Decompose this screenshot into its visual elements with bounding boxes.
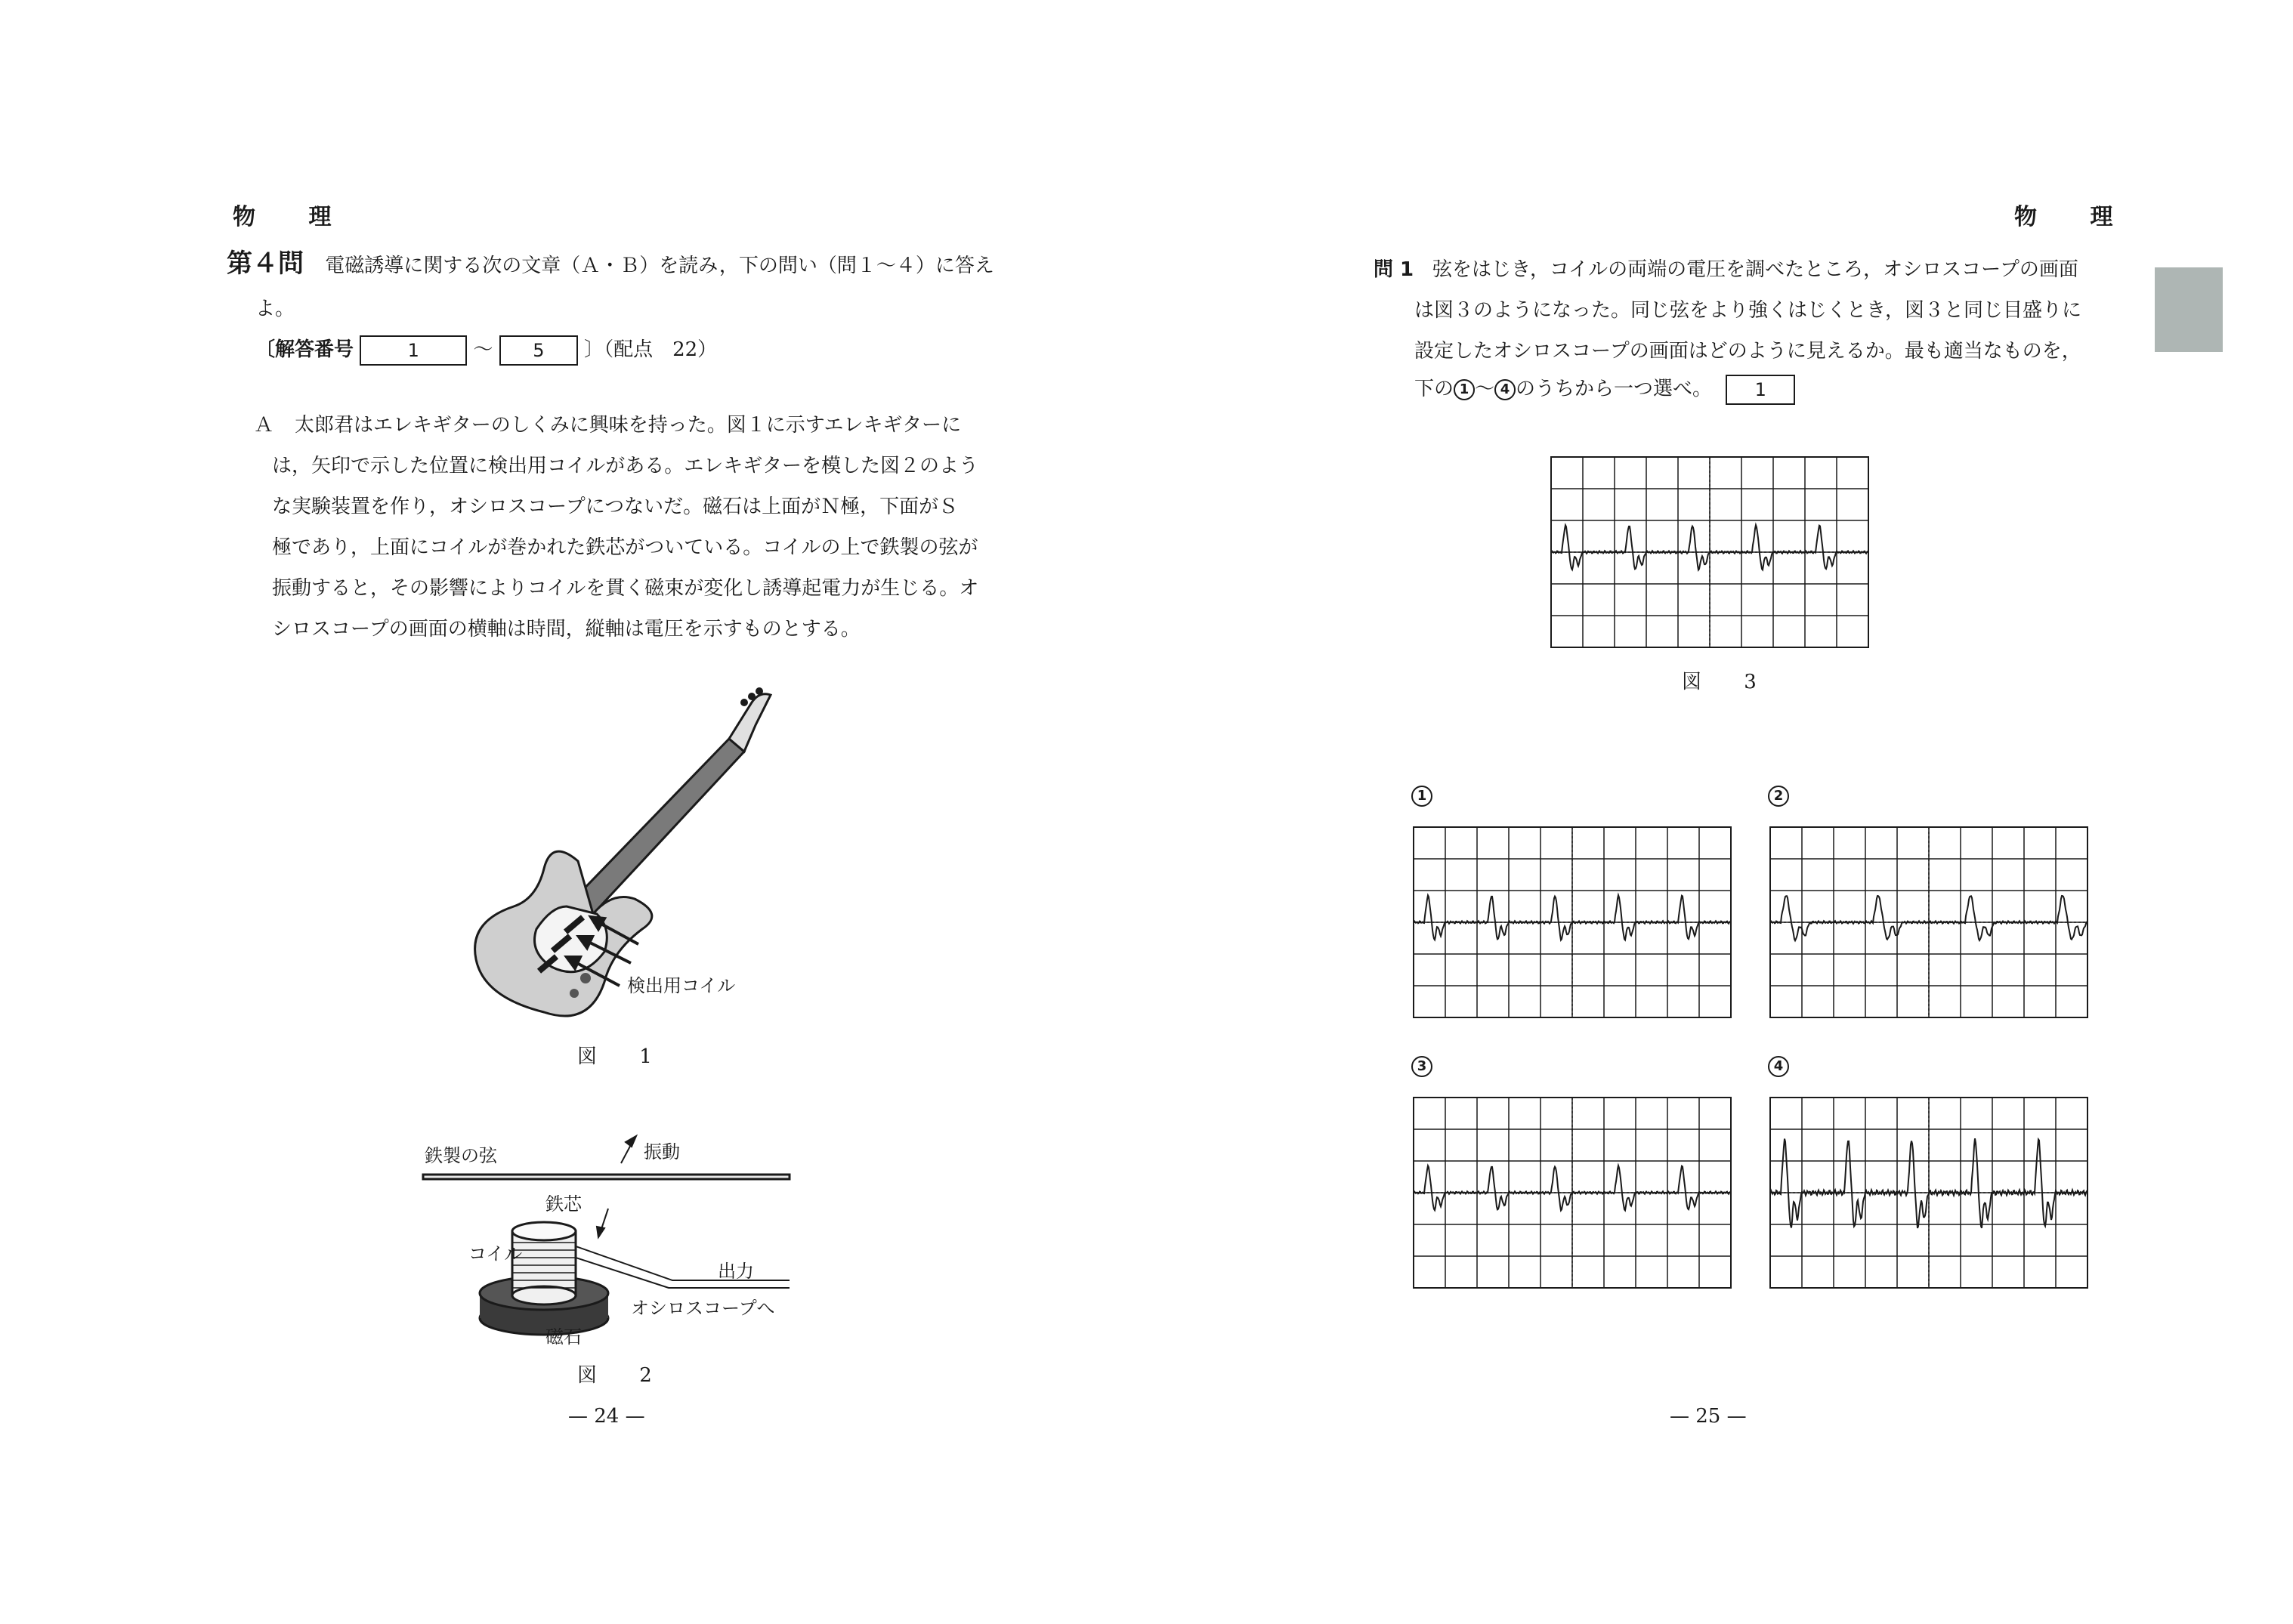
fig2-vibration-label: 振動 <box>644 1141 680 1162</box>
fig2-caption: 図 2 <box>577 1364 670 1387</box>
fig2-coil-label: コイル <box>468 1243 523 1264</box>
choice-1-label: 1 <box>1411 786 1432 807</box>
paragraph-line-2: は，矢印で示した位置に検出用コイルがある。エレキギターを模した図２のよう <box>272 455 978 477</box>
fig1-caption: 図 1 <box>577 1045 670 1068</box>
right-page-number: — 25 — <box>1670 1405 1747 1428</box>
choice-3-label: 3 <box>1411 1056 1432 1077</box>
side-tab <box>2155 267 2223 352</box>
choice-last-circle: 4 <box>1494 379 1516 400</box>
intro-line2: よ。 <box>255 298 295 320</box>
paragraph-line-3: な実験装置を作り，オシロスコープにつないだ。磁石は上面がＮ極，下面がＳ <box>272 496 959 518</box>
fig2-core-label: 鉄芯 <box>545 1193 582 1215</box>
choice-2-label: 2 <box>1768 786 1789 807</box>
intro-line1: 電磁誘導に関する次の文章（Ａ・Ｂ）を読み，下の問い（問１〜４）に答え <box>325 255 994 277</box>
problem-number: 第４問 <box>227 249 304 279</box>
choice-4-label: 4 <box>1768 1056 1789 1077</box>
answer-points: 〕（配点 22） <box>584 338 718 361</box>
right-page-header: 物 理 <box>2014 204 2136 230</box>
paragraph-line-1: 太郎君はエレキギターのしくみに興味を持った。図１に示すエレキギターに <box>295 414 962 437</box>
fig1-coil-label: 検出用コイル <box>627 975 736 996</box>
answer-box-from: 1 <box>360 335 467 366</box>
question-answer-box: 1 <box>1726 375 1795 405</box>
left-page-number: — 24 — <box>568 1405 645 1428</box>
question-last-prefix: 下の <box>1414 378 1454 400</box>
fig2-oscilloscope-label: オシロスコープへ <box>631 1298 775 1319</box>
section-label: Ａ <box>254 414 274 437</box>
choice-4-oscilloscope <box>1769 1097 2088 1289</box>
question-line-4 <box>1414 367 1795 411</box>
paragraph-line-5: 振動すると，その影響によりコイルを貫く磁束が変化し誘導起電力が生じる。オ <box>272 577 979 600</box>
question-last-sep: 〜 <box>1475 378 1495 400</box>
left-page-header: 物 理 <box>233 204 354 230</box>
answer-range <box>255 328 717 372</box>
problem-intro <box>227 242 1005 288</box>
question-label: 問 1 <box>1374 258 1414 281</box>
question-line-1: 弦をはじき，コイルの両端の電圧を調べたところ，オシロスコープの画面 <box>1432 258 2078 281</box>
paragraph-line-4: 極であり，上面にコイルが巻かれた鉄芯がついている。コイルの上で鉄製の弦が <box>272 536 978 559</box>
choice-2-oscilloscope <box>1769 826 2088 1018</box>
fig2-output-label: 出力 <box>718 1261 754 1282</box>
fig2-string-label: 鉄製の弦 <box>425 1145 497 1166</box>
fig3-oscilloscope <box>1550 456 1869 648</box>
choice-1-oscilloscope <box>1413 826 1732 1018</box>
answer-separator: 〜 <box>473 338 493 361</box>
answer-label: 〔解答番号 <box>255 338 354 361</box>
choice-3-oscilloscope <box>1413 1097 1732 1289</box>
fig3-caption: 図 3 <box>1682 671 1775 693</box>
fig2-magnet-label: 磁石 <box>545 1326 582 1348</box>
question-line-3: 設定したオシロスコープの画面はどのように見えるか。最も適当なものを， <box>1414 340 2081 363</box>
question-line-2: は図３のようになった。同じ弦をより強くはじくとき，図３と同じ目盛りに <box>1414 299 2081 322</box>
choice-first-circle: 1 <box>1454 379 1475 400</box>
paragraph-line-6: シロスコープの画面の横軸は時間，縦軸は電圧を示すものとする。 <box>272 618 861 641</box>
question-last-suffix: のうちから一つ選べ。 <box>1516 378 1713 400</box>
answer-box-to: 5 <box>499 335 578 366</box>
